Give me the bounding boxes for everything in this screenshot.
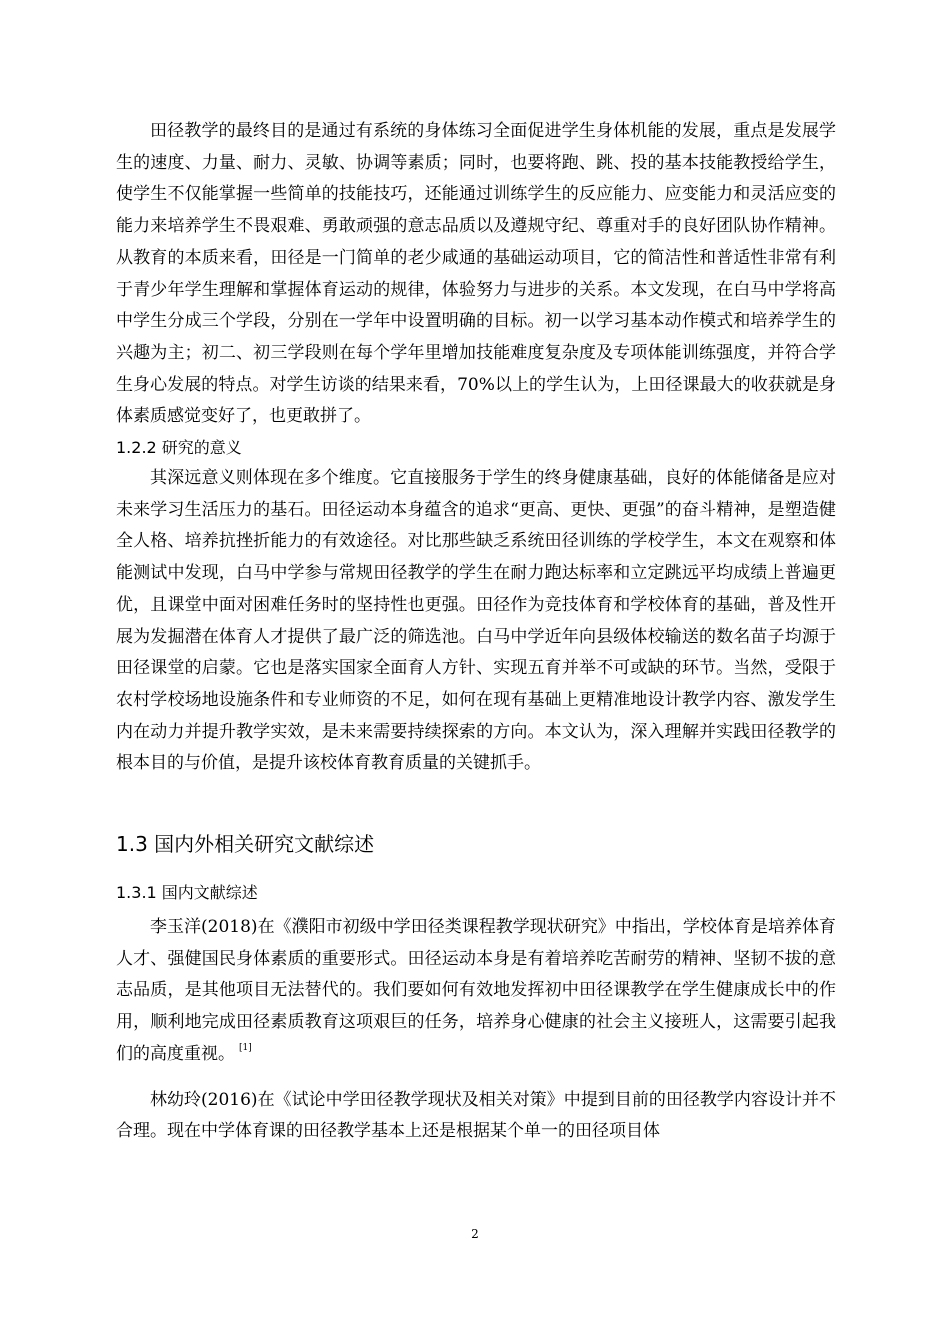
paragraph-research-significance: 其深远意义则体现在多个维度。它直接服务于学生的终身健康基础，良好的体能储备是应对未来学习生活压力的基石。田径运动本身蕴含的追求“更高、更快、更强”的奋斗精神，是塑造健全人格、培养抗挫折能力的有效途径。对比那些缺乏系统田径训练的学校学生，本文在观察和体能测试中发现，白马中学参与常规田径教学的学生在耐力跑达标率和立定跳远平均成绩上普遍更优，且课堂中面对困难任务时的坚持性也更强。田径作为竞技体育和学校体育的基础，普及性开展为发掘潜在体育人才提供了最广泛的筛选池。白马中学近年向县级体校输送的数名苗子均源于田径课堂的启蒙。它也是落实国家全面育人方针、实现五育并举不可或缺的环节。当然，受限于农村学校场地设施条件和专业师资的不足，如何在现有基础上更精准地设计教学内容、激发学生内在动力并提升教学实效，是未来需要持续探索的方向。本文认为，深入理解并实践田径教学的根本目的与价值，是提升该校体育教育质量的关键抓手。 xyxy=(116,468,836,774)
citation-ref-1[interactable]: [1] xyxy=(239,1042,252,1053)
heading-1-3: 1.3 国内外相关研究文献综述 xyxy=(116,832,375,857)
page-number: 2 xyxy=(471,1227,479,1241)
page-content xyxy=(116,116,836,1148)
paragraph-lin-youling: 林幼玲(2016)在《试论中学田径教学现状及相关对策》中提到目前的田径教学内容设计并不合理。现在中学体育课的田径教学基本上还是根据某个单一的田径项目体 xyxy=(116,1089,836,1142)
paragraph-teaching-goal: 田径教学的最终目的是通过有系统的身体练习全面促进学生身体机能的发展，重点是发展学生的速度、力量、耐力、灵敏、协调等素质；同时，也要将跑、跳、投的基本技能教授给学生，使学生不仅能掌握一些简单的技能技巧，还能通过训练学生的反应能力、应变能力和灵活应变的能力来培养学生不畏艰难、勇敢顽强的意志品质以及遵规守纪、尊重对手的良好团队协作精神。从教育的本质来看，田径是一门简单的老少咸通的基础运动项目，它的简洁性和普适性非常有利于青少年学生理解和掌握体育运动的规律，体验努力与进步的关系。本文发现，在白马中学将高中学生分成三个学段，分别在一学年中设置明确的目标。初一以学习基本动作模式和培养学生的兴趣为主；初二、初三学段则在每个学年里增加技能难度复杂度及专项体能训练强度，并符合学生身心发展的特点。对学生访谈的结果来看，70%以上的学生认为，上田径课最大的收获就是身体素质感觉变好了，也更敢拼了。 xyxy=(116,121,836,427)
heading-1-3-1: 1.3.1 国内文献综述 xyxy=(116,883,258,903)
paragraph-li-yuyang xyxy=(116,912,836,1071)
paragraph-li-yuyang-text: 李玉洋(2018)在《濮阳市初级中学田径类课程教学现状研究》中指出，学校体育是培养体育人才、强健国民身体素质的重要形式。田径运动本身是有着培养吃苦耐劳的精神、坚韧不拔的意志品质，是其他项目无法替代的。我们要如何有效地发挥初中田径课教学在学生健康成长中的作用，顺利地完成田径素质教育这项艰巨的任务，培养身心健康的社会主义接班人，这需要引起我们的高度重视。 xyxy=(116,917,836,1064)
heading-1-2-2: 1.2.2 研究的意义 xyxy=(116,438,242,458)
